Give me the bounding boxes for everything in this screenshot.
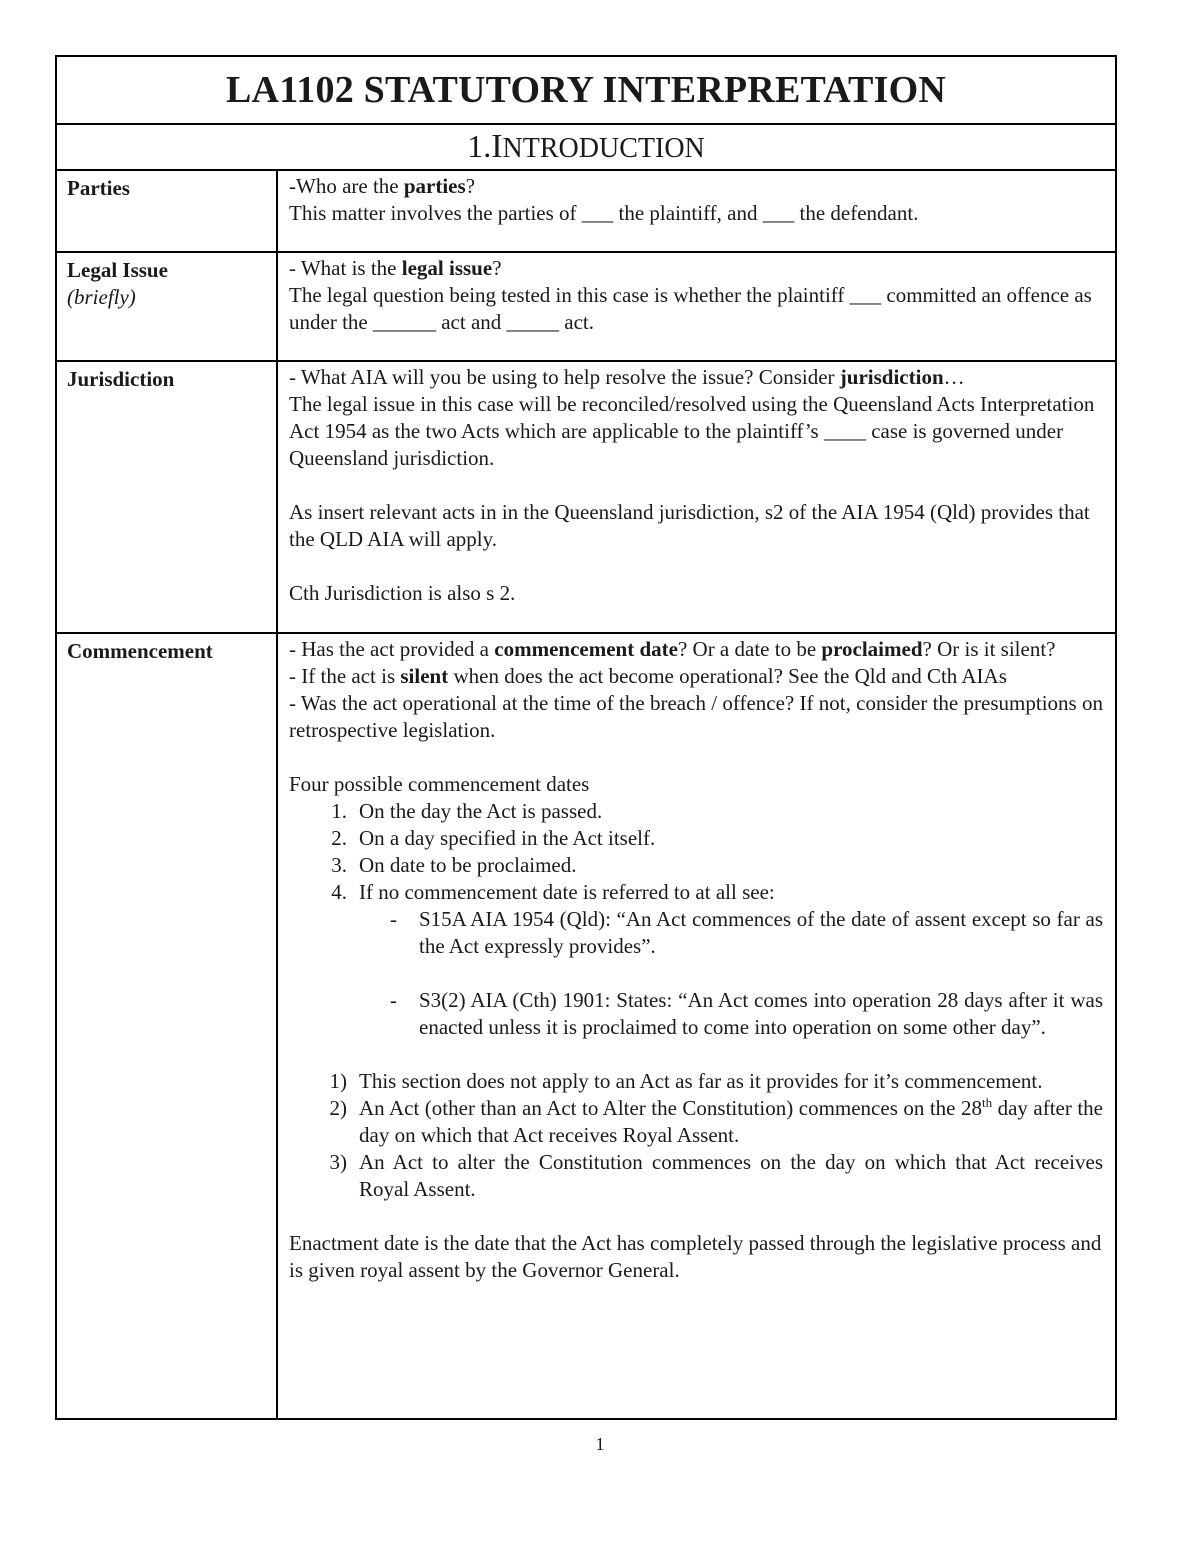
parties-label-cell <box>56 170 277 252</box>
legal-issue-sublabel: (briefly) <box>67 285 136 309</box>
commencement-question-1: - Has the act provided a commencement date? Or a date to be proclaimed? Or is it silent? <box>289 637 1056 661</box>
jurisdiction-question: - What AIA will you be using to help resolve the issue? Consider jurisdiction… <box>289 365 965 389</box>
commencement-label: Commencement <box>67 639 213 663</box>
legal-issue-question: - What is the legal issue? <box>289 256 502 280</box>
document-title: LA1102 STATUTORY INTERPRETATION <box>56 56 1116 124</box>
legal-issue-content <box>277 252 1116 361</box>
section-heading <box>56 124 1116 170</box>
section-number: 1. <box>467 128 492 164</box>
jurisdiction-paragraph-3: Cth Jurisdiction is also s 2. <box>289 581 516 605</box>
parties-answer: This matter involves the parties of ___ the plaintiff, and ___ the defendant. <box>289 201 919 225</box>
list-item: 1. On the day the Act is passed. <box>331 799 603 823</box>
section-title-initial: I <box>491 128 503 165</box>
commencement-question-3: - Was the act operational at the time of the breach / offence? If not, consider the presumptions on retrospective legislation. <box>289 691 1103 742</box>
subsection-3: 3) An Act to alter the Constitution commences on the day on which that Act receives Royal Assent. <box>329 1150 1103 1201</box>
jurisdiction-label: Jurisdiction <box>67 367 175 391</box>
section-title-rest: NTRODUCTION <box>502 133 705 164</box>
qld-aia-provision: - S15A AIA 1954 (Qld): “An Act commences of the date of assent except so far as the Act expressly provides”. <box>390 907 1103 958</box>
cth-aia-provision: - S3(2) AIA (Cth) 1901: States: “An Act comes into operation 28 days after it was enacted unless it is proclaimed to come into operation on some other day”. <box>390 988 1103 1039</box>
subsection-2: 2) An Act (other than an Act to Alter the Constitution) commences on the 28th day after the day on which that Act receives Royal Assent. <box>329 1095 1103 1147</box>
commencement-label-cell <box>56 633 277 1419</box>
parties-label: Parties <box>67 176 130 200</box>
parties-row <box>56 170 1116 252</box>
legal-issue-label: Legal Issue <box>67 258 168 282</box>
commencement-dates-list <box>289 798 1103 906</box>
jurisdiction-content <box>277 361 1116 633</box>
list-item: 4. If no commencement date is referred to at all see: <box>331 880 775 904</box>
jurisdiction-paragraph-2: As insert relevant acts in in the Queensland jurisdiction, s2 of the AIA 1954 (Qld) provides that the QLD AIA will apply. <box>289 500 1090 551</box>
jurisdiction-paragraph-1: The legal issue in this case will be reconciled/resolved using the Queensland Acts Interpretation Act 1954 as the two Acts which are applicable to the plaintiff’s ____ case is governed under Queensland jurisdiction. <box>289 392 1095 470</box>
four-dates-heading: Four possible commencement dates <box>289 772 590 796</box>
commencement-content <box>277 633 1116 1419</box>
jurisdiction-row <box>56 361 1116 633</box>
legal-issue-label-cell <box>56 252 277 361</box>
commencement-row <box>56 633 1116 1419</box>
commencement-question-2: - If the act is silent when does the act become operational? See the Qld and Cth AIAs <box>289 664 1007 688</box>
jurisdiction-label-cell <box>56 361 277 633</box>
enactment-definition: Enactment date is the date that the Act has completely passed through the legislative process and is given royal assent by the Governor General. <box>289 1231 1102 1282</box>
list-item: 2. On a day specified in the Act itself. <box>331 826 656 850</box>
legal-issue-answer: The legal question being tested in this case is whether the plaintiff ___ committed an offence as under the ______ act and _____ act. <box>289 283 1092 334</box>
legal-issue-row <box>56 252 1116 361</box>
list-item: 3. On date to be proclaimed. <box>331 853 577 877</box>
statutory-interpretation-table <box>55 55 1117 1420</box>
parties-content <box>277 170 1116 252</box>
parties-question: -Who are the parties? <box>289 174 476 198</box>
page-number: 1 <box>595 1434 605 1454</box>
subsection-1: 1) This section does not apply to an Act as far as it provides for it’s commencement. <box>329 1069 1043 1093</box>
